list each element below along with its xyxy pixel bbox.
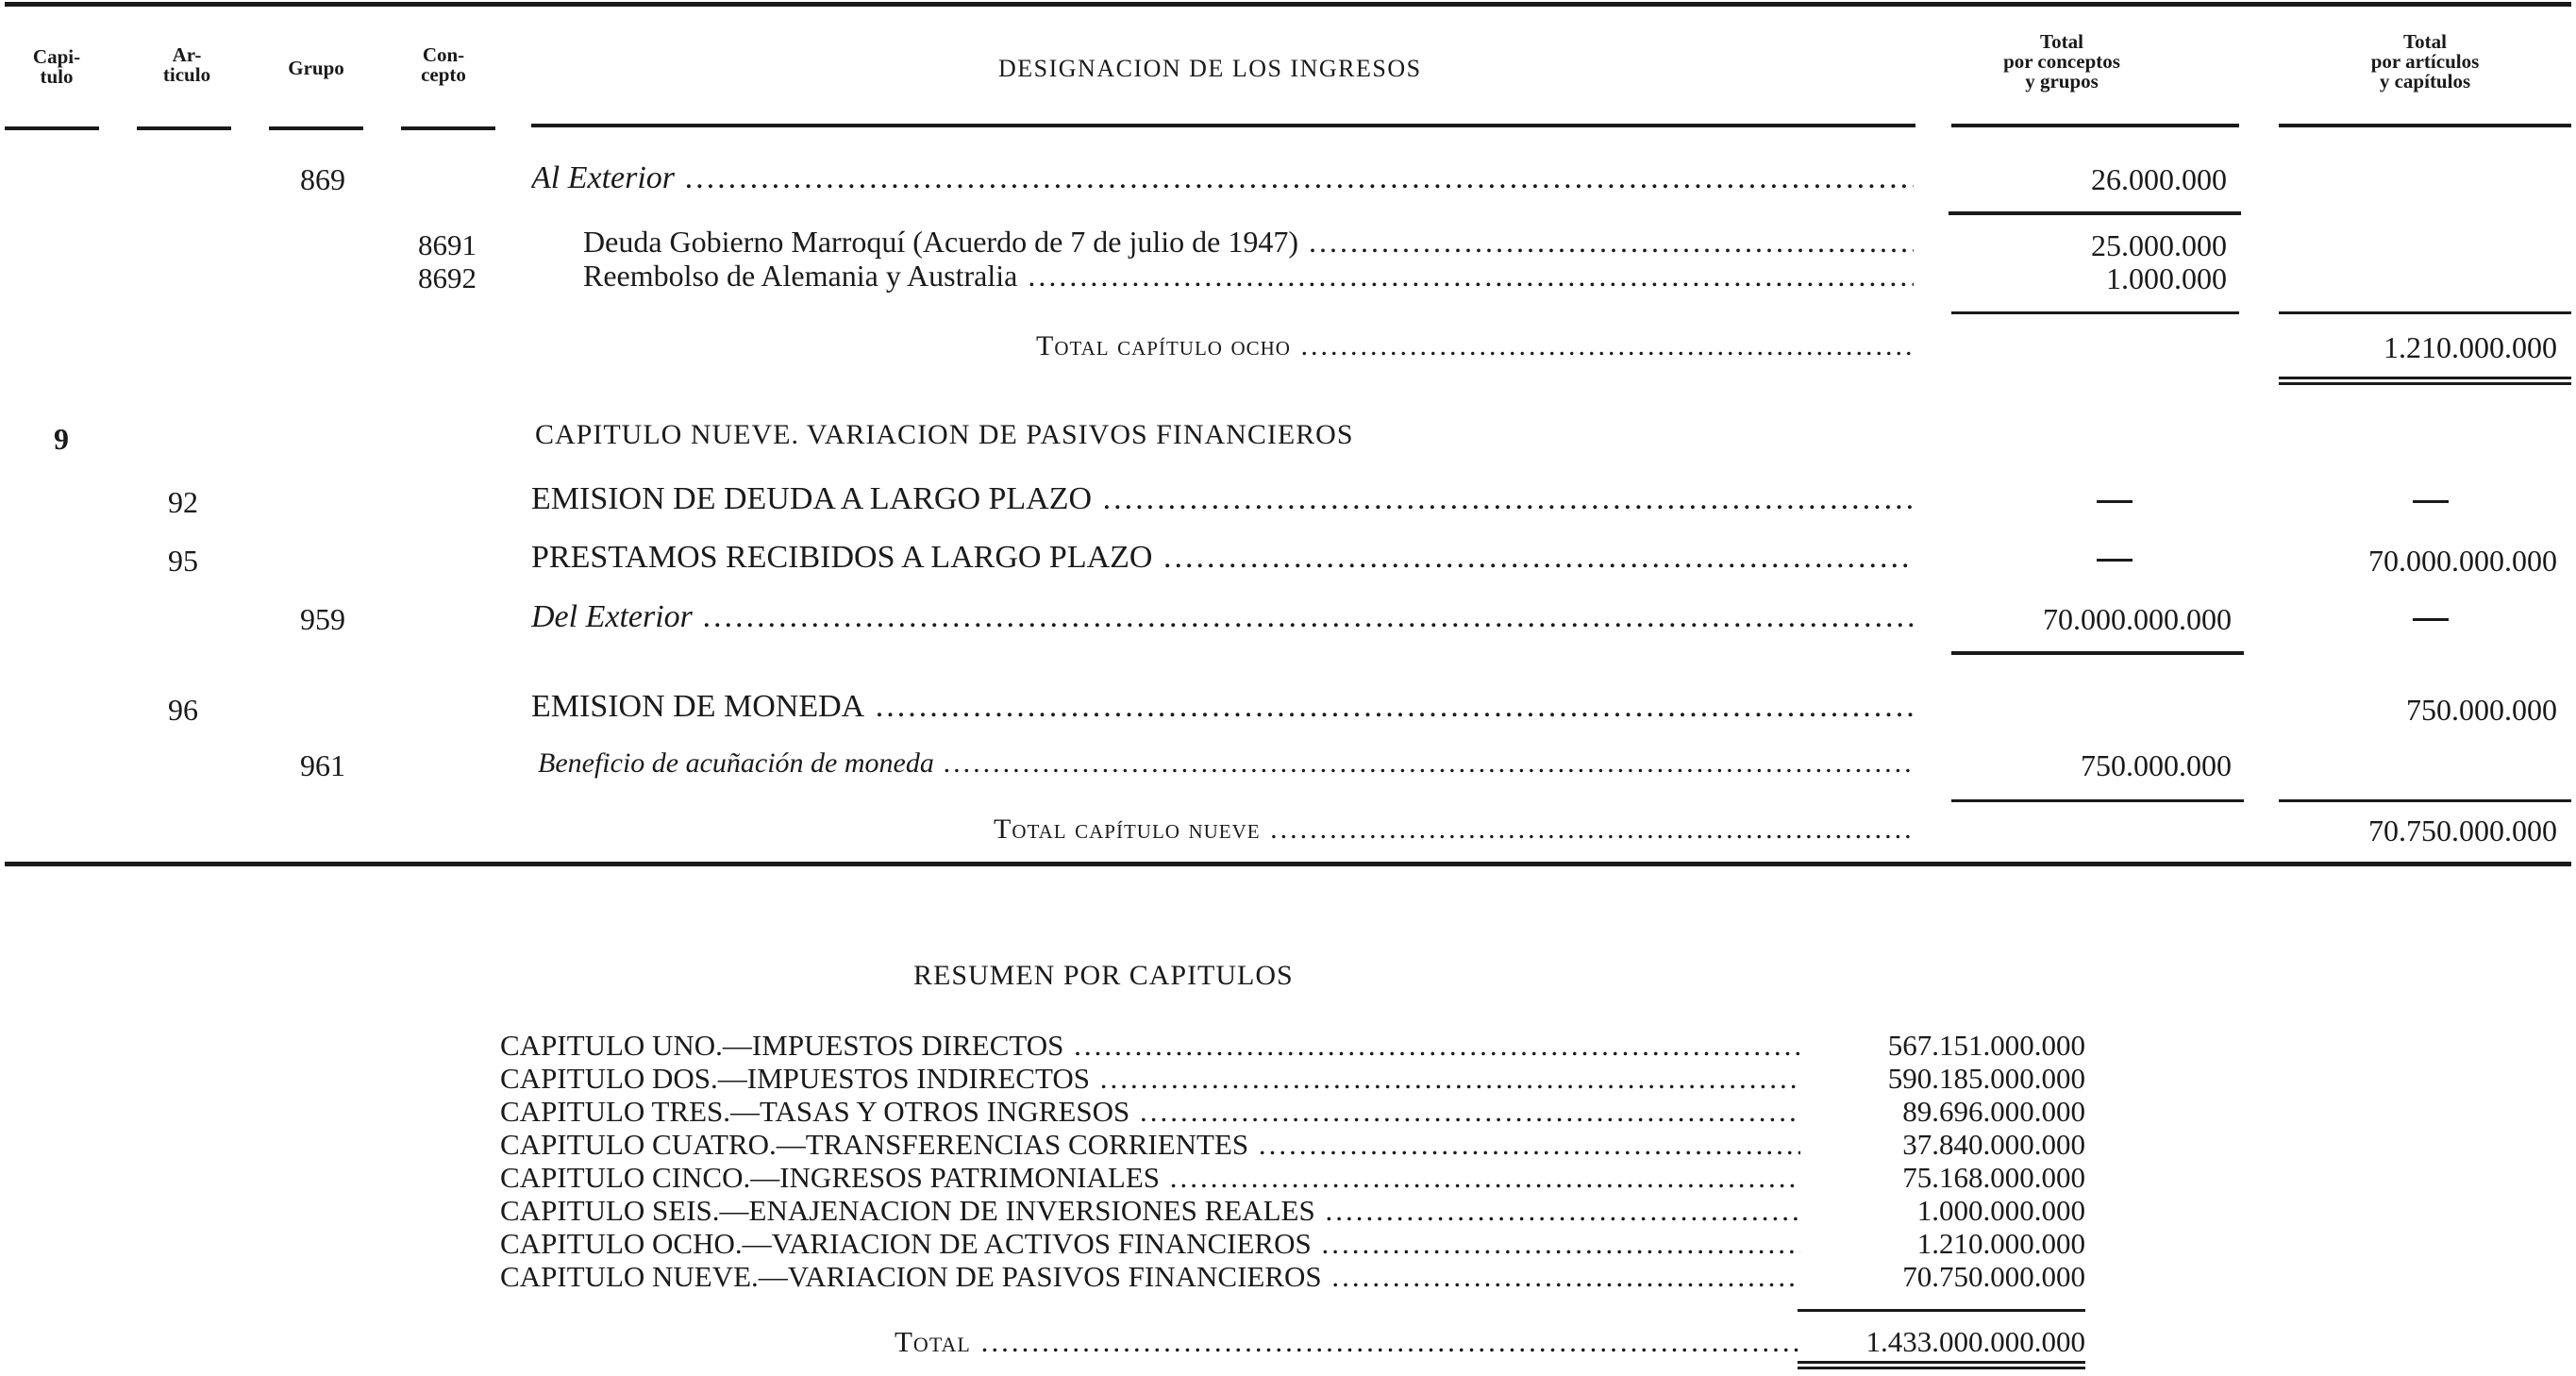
- header-articulo: Ar- ticulo: [162, 43, 211, 86]
- header-grupo: Grupo: [288, 57, 344, 79]
- dash-92-conceptos: [2097, 500, 2133, 503]
- header-rule-grupo: [269, 126, 363, 130]
- concepto-8691: 8691: [418, 228, 477, 261]
- resumen-value: 1.210.000.000: [1916, 1227, 2085, 1260]
- label-del-exterior: Del Exterior .....: [531, 599, 1914, 635]
- label-al-exterior: Al Exterior .....: [531, 160, 1914, 196]
- resumen-value: 37.840.000.000: [1902, 1128, 2085, 1161]
- resumen-value: 70.750.000.000: [1902, 1260, 2085, 1293]
- label-capitulo-nueve: CAPITULO NUEVE. VARIACION DE PASIVOS FINANCIEROS: [535, 419, 1354, 450]
- rule-8692: [1951, 311, 2239, 314]
- resumen-value: 1.000.000.000: [1916, 1194, 2085, 1227]
- dash-959-articulos: [2413, 618, 2449, 621]
- resumen-item: CAPITULO SEIS.—ENAJENACION DE INVERSIONES REALES .....: [500, 1194, 1800, 1227]
- header-rule-capitulo: [5, 126, 99, 130]
- label-deuda-marroqui: Deuda Gobierno Marroquí (Acuerdo de 7 de julio de 1947) .....: [583, 225, 1914, 260]
- resumen-item: CAPITULO CUATRO.—TRANSFERENCIAS CORRIENTES .....: [500, 1128, 1800, 1161]
- resumen-total-label: Total .....: [895, 1325, 1800, 1358]
- top-rule: [5, 2, 2571, 7]
- grupo-959: 959: [300, 602, 345, 636]
- rule-total-ocho-top: [2279, 311, 2571, 314]
- articulo-92: 92: [168, 485, 198, 519]
- header-rule-total-articulos: [2279, 124, 2571, 127]
- header-total-articulos: Total por artículos y capítulos: [2370, 30, 2480, 92]
- resumen-value: 89.696.000.000: [1902, 1095, 2085, 1128]
- header-rule-total-conceptos: [1951, 124, 2239, 127]
- resumen-item: CAPITULO NUEVE.—VARIACION DE PASIVOS FINANCIEROS .....: [500, 1260, 1800, 1293]
- header-total-conceptos: Total por conceptos y grupos: [2003, 30, 2120, 92]
- total-conceptos-961: 750.000.000: [2081, 748, 2232, 782]
- dash-95-conceptos: [2097, 559, 2133, 562]
- total-conceptos-8692: 1.000.000: [2106, 261, 2227, 295]
- resumen-value: 590.185.000.000: [1887, 1062, 2085, 1095]
- label-prestamos: PRESTAMOS RECIBIDOS A LARGO PLAZO .....: [531, 540, 1914, 576]
- header-rule-designacion: [531, 124, 1915, 127]
- header-rule-articulo: [137, 126, 231, 130]
- label-beneficio: Beneficio de acuñación de moneda .....: [538, 747, 1914, 780]
- resumen-total-rule-bottom-2: [1798, 1367, 2085, 1369]
- articulo-95: 95: [168, 544, 198, 578]
- label-emision-deuda: EMISION DE DEUDA A LARGO PLAZO .....: [531, 481, 1914, 517]
- header-concepto: Con- cepto: [421, 43, 466, 86]
- total-articulos-ocho: 1.210.000.000: [2384, 330, 2557, 364]
- rule-959: [1951, 651, 2244, 655]
- dash-92-articulos: [2413, 500, 2449, 503]
- capitulo-9: 9: [54, 422, 69, 456]
- articulo-96: 96: [168, 693, 198, 727]
- rule-869: [1949, 211, 2241, 215]
- resumen-item: CAPITULO TRES.—TASAS Y OTROS INGRESOS .....: [500, 1095, 1800, 1128]
- rule-total-ocho-double-2: [2279, 382, 2571, 385]
- resumen-item: CAPITULO UNO.—IMPUESTOS DIRECTOS .....: [500, 1029, 1800, 1062]
- concepto-8692: 8692: [418, 261, 477, 294]
- header-designacion: DESIGNACION DE LOS INGRESOS: [998, 55, 1422, 82]
- rule-total-ocho-double-1: [2279, 377, 2571, 379]
- label-total-ocho: Total capítulo ocho .....: [1036, 330, 1914, 362]
- total-conceptos-869: 26.000.000: [2091, 162, 2227, 196]
- resumen-item: CAPITULO OCHO.—VARIACION DE ACTIVOS FINANCIEROS .....: [500, 1227, 1800, 1260]
- total-articulos-96: 750.000.000: [2406, 693, 2557, 727]
- total-conceptos-8691: 25.000.000: [2091, 228, 2227, 262]
- resumen-value: 75.168.000.000: [1902, 1161, 2085, 1194]
- resumen-values: [1807, 1029, 2085, 1293]
- label-emision-moneda: EMISION DE MONEDA .....: [531, 689, 1914, 725]
- label-reembolso: Reembolso de Alemania y Australia .....: [583, 259, 1914, 294]
- resumen-item: CAPITULO DOS.—IMPUESTOS INDIRECTOS .....: [500, 1062, 1800, 1095]
- resumen-total-rule-top: [1798, 1309, 2085, 1312]
- resumen-total-value: 1.433.000.000.000: [1865, 1325, 2085, 1358]
- total-articulos-nueve: 70.750.000.000: [2368, 814, 2557, 847]
- total-articulos-95: 70.000.000.000: [2368, 544, 2557, 578]
- header-rule-concepto: [401, 126, 495, 130]
- header-capitulo: Capi- tulo: [32, 45, 81, 88]
- grupo-961: 961: [300, 748, 345, 782]
- resumen-title: RESUMEN POR CAPITULOS: [913, 960, 1294, 991]
- resumen-total-rule-bottom-1: [1798, 1361, 2085, 1364]
- resumen-item: CAPITULO CINCO.—INGRESOS PATRIMONIALES .....: [500, 1161, 1800, 1194]
- label-total-nueve: Total capítulo nueve .....: [994, 814, 1914, 846]
- table-bottom-rule: [5, 862, 2571, 866]
- rule-961: [1951, 799, 2244, 802]
- resumen-value: 567.151.000.000: [1887, 1029, 2085, 1062]
- total-conceptos-959: 70.000.000.000: [2043, 602, 2232, 636]
- rule-total-nueve-top: [2279, 799, 2571, 802]
- grupo-869: 869: [300, 162, 345, 196]
